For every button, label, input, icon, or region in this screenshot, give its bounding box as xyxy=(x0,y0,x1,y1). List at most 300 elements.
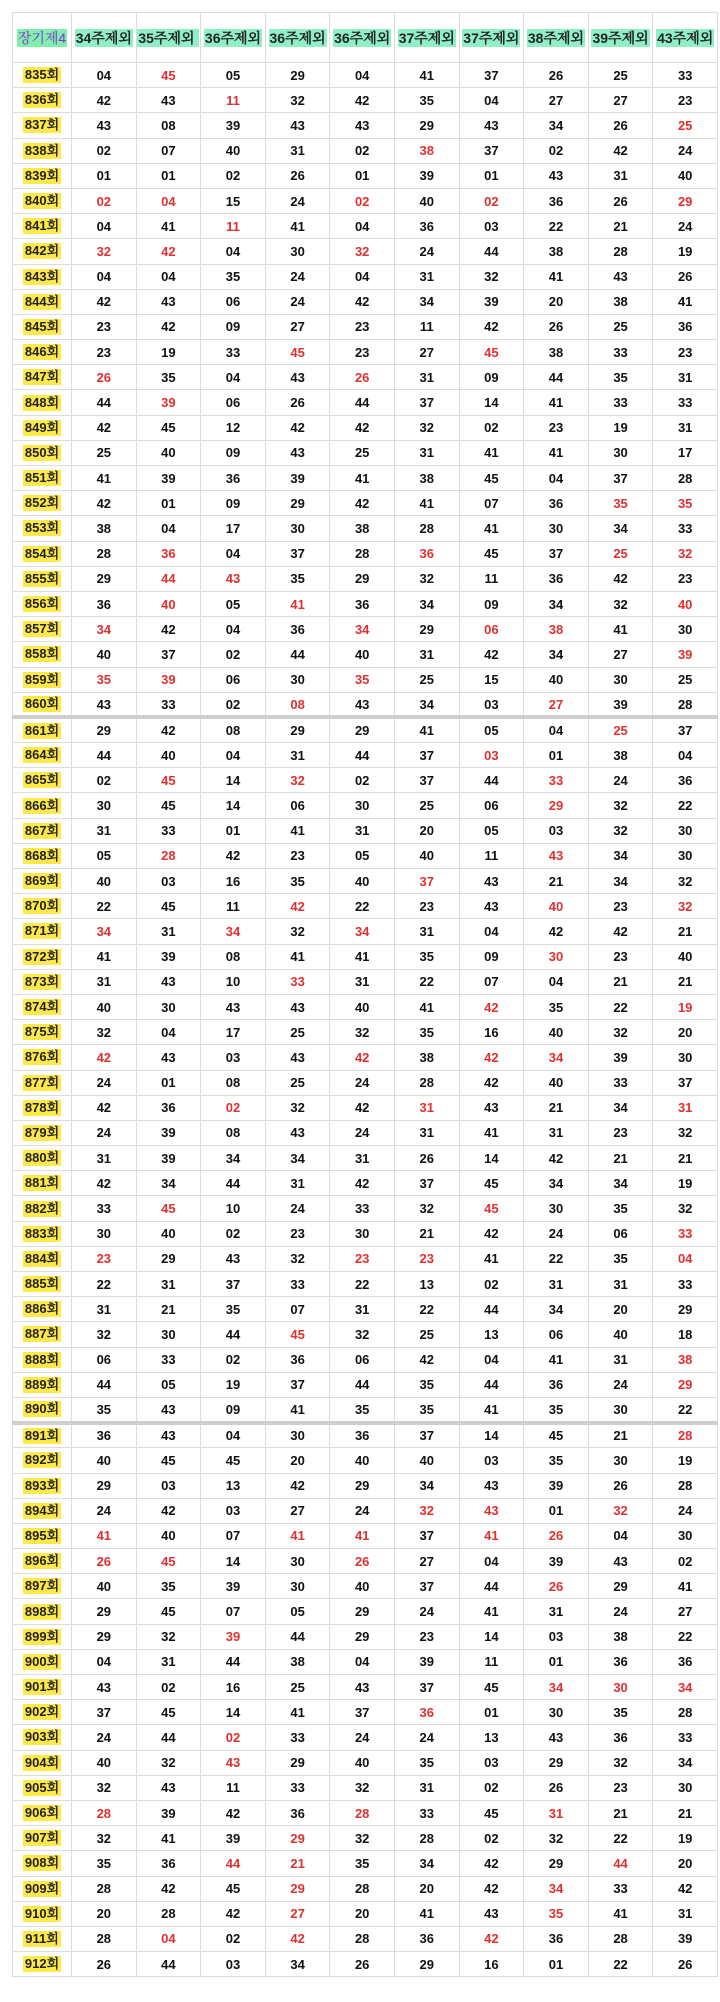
number-cell: 45 xyxy=(459,1171,524,1196)
number-cell: 30 xyxy=(330,1221,395,1246)
number-cell: 41 xyxy=(653,289,718,314)
number-cell: 43 xyxy=(201,994,266,1019)
number-cell: 19 xyxy=(588,415,653,440)
number-cell: 40 xyxy=(201,138,266,163)
header-cell-1: 34주제외 xyxy=(72,13,137,63)
number-cell: 39 xyxy=(524,1549,589,1574)
table-row xyxy=(13,491,718,516)
number-cell: 45 xyxy=(524,1423,589,1448)
round-label: 894회 xyxy=(24,1502,60,1518)
number-cell: 44 xyxy=(330,390,395,415)
round-cell xyxy=(13,1045,72,1070)
number-cell: 26 xyxy=(588,113,653,138)
number-cell: 35 xyxy=(265,566,330,591)
round-cell xyxy=(13,1070,72,1095)
number-cell: 40 xyxy=(653,944,718,969)
number-cell: 05 xyxy=(201,591,266,616)
number-cell: 38 xyxy=(394,466,459,491)
round-cell xyxy=(13,1851,72,1876)
number-cell: 43 xyxy=(588,264,653,289)
number-cell: 30 xyxy=(653,843,718,868)
number-cell: 31 xyxy=(524,1272,589,1297)
round-label: 865회 xyxy=(24,772,60,788)
round-cell xyxy=(13,1372,72,1397)
number-cell: 39 xyxy=(201,1574,266,1599)
number-cell: 43 xyxy=(136,969,201,994)
number-cell: 32 xyxy=(653,1120,718,1145)
number-cell: 42 xyxy=(394,1347,459,1372)
round-cell xyxy=(13,1246,72,1271)
number-cell: 34 xyxy=(653,1675,718,1700)
number-cell: 26 xyxy=(524,314,589,339)
number-cell: 40 xyxy=(394,843,459,868)
number-cell: 33 xyxy=(265,1272,330,1297)
number-cell: 36 xyxy=(330,591,395,616)
number-cell: 06 xyxy=(201,390,266,415)
round-cell xyxy=(13,264,72,289)
round-cell xyxy=(13,541,72,566)
number-cell: 33 xyxy=(330,1196,395,1221)
round-label: 899회 xyxy=(24,1628,60,1644)
number-cell: 42 xyxy=(459,1926,524,1951)
number-cell: 44 xyxy=(201,1851,266,1876)
number-cell: 45 xyxy=(265,1322,330,1347)
number-cell: 05 xyxy=(265,1599,330,1624)
number-cell: 03 xyxy=(201,1952,266,1977)
table-row xyxy=(13,944,718,969)
number-cell: 38 xyxy=(588,743,653,768)
number-cell: 22 xyxy=(72,894,137,919)
number-cell: 01 xyxy=(524,743,589,768)
number-cell: 30 xyxy=(265,516,330,541)
round-cell xyxy=(13,1347,72,1372)
number-cell: 28 xyxy=(330,1800,395,1825)
number-cell: 29 xyxy=(265,717,330,742)
number-cell: 31 xyxy=(394,1120,459,1145)
round-cell xyxy=(13,1423,72,1448)
round-label: 880회 xyxy=(24,1150,60,1166)
number-cell: 34 xyxy=(201,919,266,944)
number-cell: 22 xyxy=(394,969,459,994)
number-cell: 02 xyxy=(136,1675,201,1700)
number-cell: 02 xyxy=(201,1221,266,1246)
number-cell: 29 xyxy=(653,1297,718,1322)
number-cell: 35 xyxy=(201,1297,266,1322)
round-cell xyxy=(13,239,72,264)
number-cell: 36 xyxy=(524,188,589,213)
round-label: 875회 xyxy=(24,1024,60,1040)
table-row xyxy=(13,113,718,138)
number-cell: 23 xyxy=(394,894,459,919)
number-cell: 28 xyxy=(653,692,718,717)
number-cell: 04 xyxy=(459,88,524,113)
number-cell: 42 xyxy=(330,1045,395,1070)
number-cell: 02 xyxy=(72,138,137,163)
number-cell: 35 xyxy=(72,667,137,692)
number-cell: 40 xyxy=(136,440,201,465)
number-cell: 34 xyxy=(524,1675,589,1700)
number-cell: 30 xyxy=(524,516,589,541)
number-cell: 02 xyxy=(201,692,266,717)
number-cell: 41 xyxy=(265,1397,330,1422)
number-cell: 32 xyxy=(330,1322,395,1347)
number-cell: 11 xyxy=(459,1649,524,1674)
number-cell: 25 xyxy=(265,1675,330,1700)
number-cell: 37 xyxy=(136,642,201,667)
number-cell: 44 xyxy=(330,743,395,768)
round-label: 898회 xyxy=(24,1603,60,1619)
number-cell: 28 xyxy=(72,541,137,566)
round-label: 889회 xyxy=(24,1376,60,1392)
number-cell: 34 xyxy=(524,1876,589,1901)
number-cell: 04 xyxy=(201,1423,266,1448)
round-cell xyxy=(13,994,72,1019)
number-cell: 43 xyxy=(136,1397,201,1422)
round-label: 876회 xyxy=(24,1049,60,1065)
round-cell xyxy=(13,591,72,616)
number-cell: 42 xyxy=(201,843,266,868)
number-cell: 28 xyxy=(588,239,653,264)
number-cell: 43 xyxy=(459,1095,524,1120)
table-row xyxy=(13,1775,718,1800)
number-cell: 42 xyxy=(136,239,201,264)
table-row xyxy=(13,717,718,742)
table-row xyxy=(13,1171,718,1196)
round-cell xyxy=(13,1473,72,1498)
number-cell: 02 xyxy=(201,1347,266,1372)
number-cell: 03 xyxy=(459,692,524,717)
table-row xyxy=(13,843,718,868)
number-cell: 33 xyxy=(653,516,718,541)
number-cell: 33 xyxy=(265,1725,330,1750)
number-cell: 30 xyxy=(524,1196,589,1221)
number-cell: 41 xyxy=(265,1523,330,1548)
number-cell: 32 xyxy=(394,1196,459,1221)
table-row xyxy=(13,1926,718,1951)
number-cell: 26 xyxy=(72,365,137,390)
table-row xyxy=(13,818,718,843)
number-cell: 24 xyxy=(653,1498,718,1523)
round-label: 853회 xyxy=(24,520,60,536)
number-cell: 40 xyxy=(524,667,589,692)
number-cell: 28 xyxy=(653,1423,718,1448)
round-cell xyxy=(13,818,72,843)
header-cell-5: 36주제외 xyxy=(330,13,395,63)
number-cell: 43 xyxy=(265,994,330,1019)
number-cell: 26 xyxy=(524,1574,589,1599)
table-row xyxy=(13,1876,718,1901)
number-cell: 41 xyxy=(588,617,653,642)
round-cell xyxy=(13,1649,72,1674)
number-cell: 42 xyxy=(330,289,395,314)
number-cell: 06 xyxy=(72,1347,137,1372)
round-label: 910회 xyxy=(24,1905,60,1921)
number-cell: 35 xyxy=(524,994,589,1019)
number-cell: 42 xyxy=(653,1876,718,1901)
number-cell: 19 xyxy=(653,1826,718,1851)
number-cell: 38 xyxy=(330,516,395,541)
number-cell: 34 xyxy=(524,1171,589,1196)
number-cell: 31 xyxy=(394,365,459,390)
number-cell: 30 xyxy=(524,1700,589,1725)
number-cell: 20 xyxy=(72,1901,137,1926)
table-row xyxy=(13,617,718,642)
round-label: 887회 xyxy=(24,1326,60,1342)
number-cell: 40 xyxy=(72,642,137,667)
number-cell: 21 xyxy=(588,1146,653,1171)
number-cell: 09 xyxy=(201,440,266,465)
number-cell: 31 xyxy=(330,1146,395,1171)
round-label: 903회 xyxy=(24,1729,60,1745)
number-cell: 42 xyxy=(588,138,653,163)
table-row xyxy=(13,1624,718,1649)
number-cell: 44 xyxy=(72,743,137,768)
table-row xyxy=(13,1800,718,1825)
number-cell: 26 xyxy=(394,1146,459,1171)
number-cell: 31 xyxy=(653,415,718,440)
number-cell: 41 xyxy=(459,1523,524,1548)
number-cell: 43 xyxy=(459,894,524,919)
number-cell: 44 xyxy=(524,365,589,390)
number-cell: 31 xyxy=(653,365,718,390)
number-cell: 23 xyxy=(330,1246,395,1271)
number-cell: 31 xyxy=(136,919,201,944)
number-cell: 36 xyxy=(265,1800,330,1825)
number-cell: 31 xyxy=(394,264,459,289)
number-cell: 35 xyxy=(588,365,653,390)
number-cell: 04 xyxy=(72,264,137,289)
header-cell-2: 35주제외 xyxy=(136,13,201,63)
table-row xyxy=(13,390,718,415)
round-label: 851회 xyxy=(24,470,60,486)
round-label: 897회 xyxy=(24,1578,60,1594)
number-cell: 32 xyxy=(72,1775,137,1800)
number-cell: 01 xyxy=(330,163,395,188)
round-cell xyxy=(13,1549,72,1574)
table-row xyxy=(13,415,718,440)
number-cell: 44 xyxy=(459,1297,524,1322)
number-cell: 21 xyxy=(588,1423,653,1448)
table-row xyxy=(13,1423,718,1448)
round-cell xyxy=(13,969,72,994)
number-cell: 02 xyxy=(201,642,266,667)
number-cell: 44 xyxy=(201,1649,266,1674)
table-row xyxy=(13,1574,718,1599)
number-cell: 28 xyxy=(653,466,718,491)
number-cell: 44 xyxy=(265,642,330,667)
number-cell: 37 xyxy=(201,1272,266,1297)
number-cell: 32 xyxy=(653,541,718,566)
number-cell: 39 xyxy=(136,667,201,692)
number-cell: 16 xyxy=(459,1952,524,1977)
number-cell: 36 xyxy=(136,1095,201,1120)
number-cell: 39 xyxy=(136,1800,201,1825)
number-cell: 33 xyxy=(265,1775,330,1800)
header-cell-9: 39주제외 xyxy=(588,13,653,63)
number-cell: 04 xyxy=(330,1649,395,1674)
number-cell: 35 xyxy=(136,365,201,390)
number-cell: 24 xyxy=(588,768,653,793)
number-cell: 30 xyxy=(653,1775,718,1800)
number-cell: 24 xyxy=(265,264,330,289)
table-row xyxy=(13,1070,718,1095)
number-cell: 03 xyxy=(136,1473,201,1498)
number-cell: 04 xyxy=(459,1549,524,1574)
round-cell xyxy=(13,642,72,667)
number-cell: 43 xyxy=(459,113,524,138)
number-cell: 23 xyxy=(588,1775,653,1800)
number-cell: 23 xyxy=(588,1120,653,1145)
number-cell: 24 xyxy=(330,1498,395,1523)
table-row xyxy=(13,566,718,591)
number-cell: 41 xyxy=(265,944,330,969)
round-cell xyxy=(13,289,72,314)
number-cell: 04 xyxy=(72,1649,137,1674)
number-cell: 17 xyxy=(201,1020,266,1045)
number-cell: 23 xyxy=(653,340,718,365)
number-cell: 34 xyxy=(330,617,395,642)
number-cell: 30 xyxy=(136,1322,201,1347)
number-cell: 26 xyxy=(524,1523,589,1548)
header-cell-4: 36주제외 xyxy=(265,13,330,63)
number-cell: 01 xyxy=(72,163,137,188)
table-row xyxy=(13,1851,718,1876)
number-cell: 25 xyxy=(588,63,653,88)
number-cell: 11 xyxy=(394,314,459,339)
number-cell: 20 xyxy=(653,1020,718,1045)
table-row xyxy=(13,1297,718,1322)
number-cell: 04 xyxy=(653,1246,718,1271)
number-cell: 43 xyxy=(136,88,201,113)
number-cell: 40 xyxy=(330,1750,395,1775)
table-row xyxy=(13,340,718,365)
round-cell xyxy=(13,516,72,541)
number-cell: 13 xyxy=(459,1725,524,1750)
number-cell: 37 xyxy=(524,541,589,566)
round-cell xyxy=(13,843,72,868)
table-row xyxy=(13,1549,718,1574)
number-cell: 43 xyxy=(459,869,524,894)
number-cell: 43 xyxy=(459,1901,524,1926)
table-row xyxy=(13,1675,718,1700)
table-row xyxy=(13,1448,718,1473)
number-cell: 35 xyxy=(394,1372,459,1397)
round-label: 905회 xyxy=(24,1779,60,1795)
number-cell: 29 xyxy=(330,566,395,591)
number-cell: 36 xyxy=(524,566,589,591)
number-cell: 35 xyxy=(72,1851,137,1876)
round-cell xyxy=(13,692,72,717)
table-row xyxy=(13,1347,718,1372)
number-cell: 32 xyxy=(330,1775,395,1800)
number-cell: 02 xyxy=(459,1826,524,1851)
table-row xyxy=(13,1246,718,1271)
number-cell: 41 xyxy=(653,1574,718,1599)
lotto-exclusion-table xyxy=(12,12,718,1977)
number-cell: 35 xyxy=(72,1397,137,1422)
round-cell xyxy=(13,440,72,465)
number-cell: 04 xyxy=(136,516,201,541)
round-cell xyxy=(13,1221,72,1246)
number-cell: 27 xyxy=(265,1498,330,1523)
number-cell: 40 xyxy=(136,591,201,616)
number-cell: 29 xyxy=(524,793,589,818)
number-cell: 06 xyxy=(330,1347,395,1372)
table-row xyxy=(13,1725,718,1750)
number-cell: 35 xyxy=(330,1397,395,1422)
number-cell: 27 xyxy=(588,88,653,113)
number-cell: 42 xyxy=(330,491,395,516)
number-cell: 34 xyxy=(524,1045,589,1070)
number-cell: 28 xyxy=(653,1700,718,1725)
number-cell: 02 xyxy=(459,1775,524,1800)
number-cell: 29 xyxy=(330,1599,395,1624)
number-cell: 37 xyxy=(394,1574,459,1599)
number-cell: 29 xyxy=(265,63,330,88)
round-cell xyxy=(13,214,72,239)
round-label: 870회 xyxy=(24,898,60,914)
round-cell xyxy=(13,1700,72,1725)
number-cell: 35 xyxy=(653,491,718,516)
number-cell: 31 xyxy=(265,1171,330,1196)
number-cell: 06 xyxy=(201,289,266,314)
number-cell: 37 xyxy=(459,63,524,88)
number-cell: 04 xyxy=(72,63,137,88)
number-cell: 01 xyxy=(524,1649,589,1674)
number-cell: 42 xyxy=(459,1851,524,1876)
number-cell: 39 xyxy=(201,1624,266,1649)
number-cell: 04 xyxy=(653,743,718,768)
number-cell: 41 xyxy=(265,818,330,843)
number-cell: 34 xyxy=(588,843,653,868)
number-cell: 04 xyxy=(136,1020,201,1045)
number-cell: 34 xyxy=(588,869,653,894)
table-row xyxy=(13,1045,718,1070)
round-cell xyxy=(13,566,72,591)
round-label: 902회 xyxy=(24,1704,60,1720)
number-cell: 30 xyxy=(653,818,718,843)
round-cell xyxy=(13,717,72,742)
number-cell: 34 xyxy=(394,289,459,314)
number-cell: 34 xyxy=(524,113,589,138)
table-row xyxy=(13,768,718,793)
number-cell: 37 xyxy=(265,1372,330,1397)
number-cell: 33 xyxy=(588,340,653,365)
number-cell: 27 xyxy=(265,314,330,339)
number-cell: 30 xyxy=(653,1523,718,1548)
round-label: 884회 xyxy=(24,1250,60,1266)
number-cell: 31 xyxy=(524,1120,589,1145)
number-cell: 43 xyxy=(136,1045,201,1070)
number-cell: 42 xyxy=(136,1498,201,1523)
number-cell: 38 xyxy=(265,1649,330,1674)
number-cell: 44 xyxy=(459,768,524,793)
number-cell: 09 xyxy=(201,491,266,516)
number-cell: 42 xyxy=(330,1095,395,1120)
number-cell: 37 xyxy=(72,1700,137,1725)
number-cell: 38 xyxy=(524,617,589,642)
number-cell: 29 xyxy=(653,1372,718,1397)
number-cell: 33 xyxy=(653,1725,718,1750)
round-cell xyxy=(13,743,72,768)
number-cell: 20 xyxy=(653,1851,718,1876)
number-cell: 24 xyxy=(588,1372,653,1397)
number-cell: 40 xyxy=(330,994,395,1019)
number-cell: 03 xyxy=(459,743,524,768)
number-cell: 25 xyxy=(330,440,395,465)
table-row xyxy=(13,1473,718,1498)
number-cell: 36 xyxy=(265,1347,330,1372)
